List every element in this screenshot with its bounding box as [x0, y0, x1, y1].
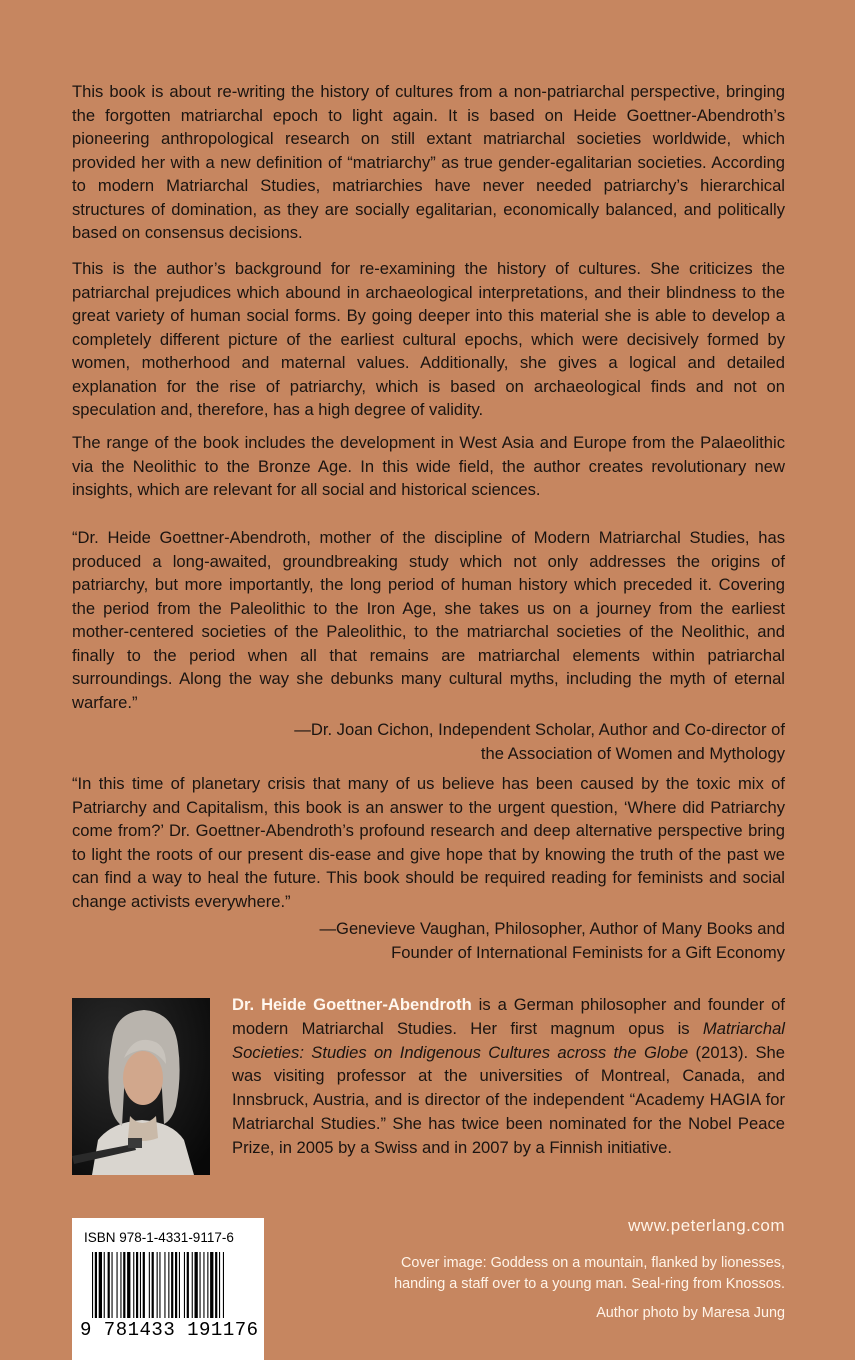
barcode-bar: [149, 1252, 150, 1318]
barcode-bar: [207, 1252, 208, 1318]
author-bio-text: (2013). She was visiting professor at the universities of Montreal, Canada, and Innsbruck, Austria, and is director of the independent “Academy HAGIA for Matriarchal Studies.” She has twice been nominated for the Nobel Peace Prize, in 2005 by a Swiss and in 2007 by a Finnish initiative.: [232, 1042, 785, 1157]
barcode-bar: [133, 1252, 134, 1318]
barcode-digits: 9 781433 191176: [80, 1319, 259, 1341]
author-name: Dr. Heide Goettner-Abendroth: [232, 995, 472, 1014]
description-paragraph-2: This is the author’s background for re-examining the history of cultures. She criticizes the patriarchal prejudices which abound in archaeological interpretations, and their blindness to the great variety of human social forms. By going deeper into this material she is able to develop a completely different picture of the earliest cultural epochs, which were decisively formed by women, motherhood and maternal values. Additionally, she gives a logical and detailed explanation for the rise of patriarchy, which is based on archaeological finds and not on speculation and, therefore, has a high degree of validity.: [72, 259, 785, 419]
barcode-bar: [120, 1252, 121, 1318]
author-photo: [72, 998, 210, 1175]
barcode-bar: [108, 1252, 110, 1318]
barcode-bar: [187, 1252, 189, 1318]
author-book-title: Matriarchal Societies: Studies on Indigenous Cultures across the Globe: [232, 1018, 785, 1062]
barcode-bar: [215, 1252, 217, 1318]
barcode-bar: [223, 1252, 224, 1318]
barcode-bar: [117, 1252, 118, 1318]
description-paragraph-1: This book is about re-writing the history of cultures from a non-patriarchal perspective, bringing the forgotten matriarchal epoch to light again. It is based on Heide Goettner-Abendroth’s pioneering anthropological research on still extant matriarchal societies worldwide, which provided her with a new definition of “matriarchy” as true gender-egalitarian societies. According to modern Matriarchal Studies, matriarchies have never needed patriarchy’s hierarchical structures of domination, as they are socially egalitarian, economically balanced, and politically based on consensus decisions.: [72, 82, 785, 242]
barcode-bar: [92, 1252, 93, 1318]
endorsement-quote-2: “In this time of planetary crisis that many of us believe has been caused by the toxic mix of Patriarchy and Capitalism, this book is an answer to the urgent question, ‘Where did Patriarchy come from?’ Dr. Goettner-Abendroth’s profound research and deep alternative perspective bring to light the roots of our present dis-ease and give hope that by knowing the truth of the past we can find a way to heal the future. This book should be required reading for feminists and social change activists everywhere.”: [72, 774, 785, 911]
barcode-bar: [104, 1252, 105, 1318]
author-portrait-illustration: [72, 998, 210, 1175]
barcode-bar: [179, 1252, 180, 1318]
barcode-bar: [152, 1252, 154, 1318]
attribution-line: Founder of International Feminists for a Gift Economy: [391, 942, 785, 962]
barcode-bar: [192, 1252, 193, 1318]
barcode-bar: [136, 1252, 138, 1318]
barcode-bar: [171, 1252, 173, 1318]
barcode-bar: [168, 1252, 169, 1318]
image-credits: [305, 1253, 785, 1324]
barcode-bar: [175, 1252, 177, 1318]
barcode-bar: [123, 1252, 125, 1318]
author-bio: [232, 993, 785, 1160]
description-paragraph-3: The range of the book includes the development in West Asia and Europe from the Palaeolithic via the Neolithic to the Bronze Age. In this wide field, the author creates revolutionary new insights, which are relevant for all social and historical sciences.: [72, 433, 785, 499]
attribution-line: —Genevieve Vaughan, Philosopher, Author of Many Books and: [319, 919, 785, 938]
barcode-bar: [164, 1252, 165, 1318]
barcode-bar: [200, 1252, 201, 1318]
cover-image-caption: Cover image: Goddess on a mountain, flanked by lionesses,: [401, 1255, 785, 1271]
barcode-bar: [143, 1252, 145, 1318]
barcode-bar: [159, 1252, 160, 1318]
isbn-barcode: [72, 1218, 264, 1360]
publisher-website[interactable]: www.peterlang.com: [628, 1216, 785, 1235]
attribution-line: —Dr. Joan Cichon, Independent Scholar, Author and Co-director of: [294, 720, 785, 739]
isbn-label: ISBN 978-1-4331-9117-6: [84, 1230, 234, 1245]
endorsement-attribution-1: [185, 718, 785, 765]
barcode-bar: [184, 1252, 185, 1318]
barcode-bar: [112, 1252, 113, 1318]
barcode-bar: [140, 1252, 141, 1318]
barcode-bar: [210, 1252, 213, 1318]
barcode-bar: [95, 1252, 97, 1318]
cover-image-caption: handing a staff over to a young man. Seal-ring from Knossos.: [394, 1276, 785, 1292]
endorsement-attribution-2: [185, 917, 785, 964]
attribution-line: the Association of Women and Mythology: [480, 743, 785, 763]
barcode-bar: [219, 1252, 220, 1318]
barcode-bar: [195, 1252, 198, 1318]
barcode-bar: [99, 1252, 102, 1318]
barcode-bar: [157, 1252, 158, 1318]
author-photo-credit: Author photo by Maresa Jung: [596, 1305, 785, 1321]
author-bio-text: is a German philosopher and founder of modern Matriarchal Studies. Her first magnum opus is: [232, 995, 785, 1038]
barcode-bar: [127, 1252, 130, 1318]
barcode-bar: [203, 1252, 204, 1318]
endorsement-quote-1: “Dr. Heide Goettner-Abendroth, mother of the discipline of Modern Matriarchal Studies, has produced a long-awaited, groundbreaking study which not only addresses the origins of patriarchy, but more importantly, the long period of human history which preceded it. Covering the period from the Paleolithic to the Iron Age, she takes us on a journey from the earliest mother-centered societies of the Paleolithic, to the matriarchal societies of the Neolithic, and finally to the period when all that remains are matriarchal elements within patriarchal surroundings. Along the way she debunks many cultural myths, including the myth of eternal warfare.”: [72, 528, 785, 712]
